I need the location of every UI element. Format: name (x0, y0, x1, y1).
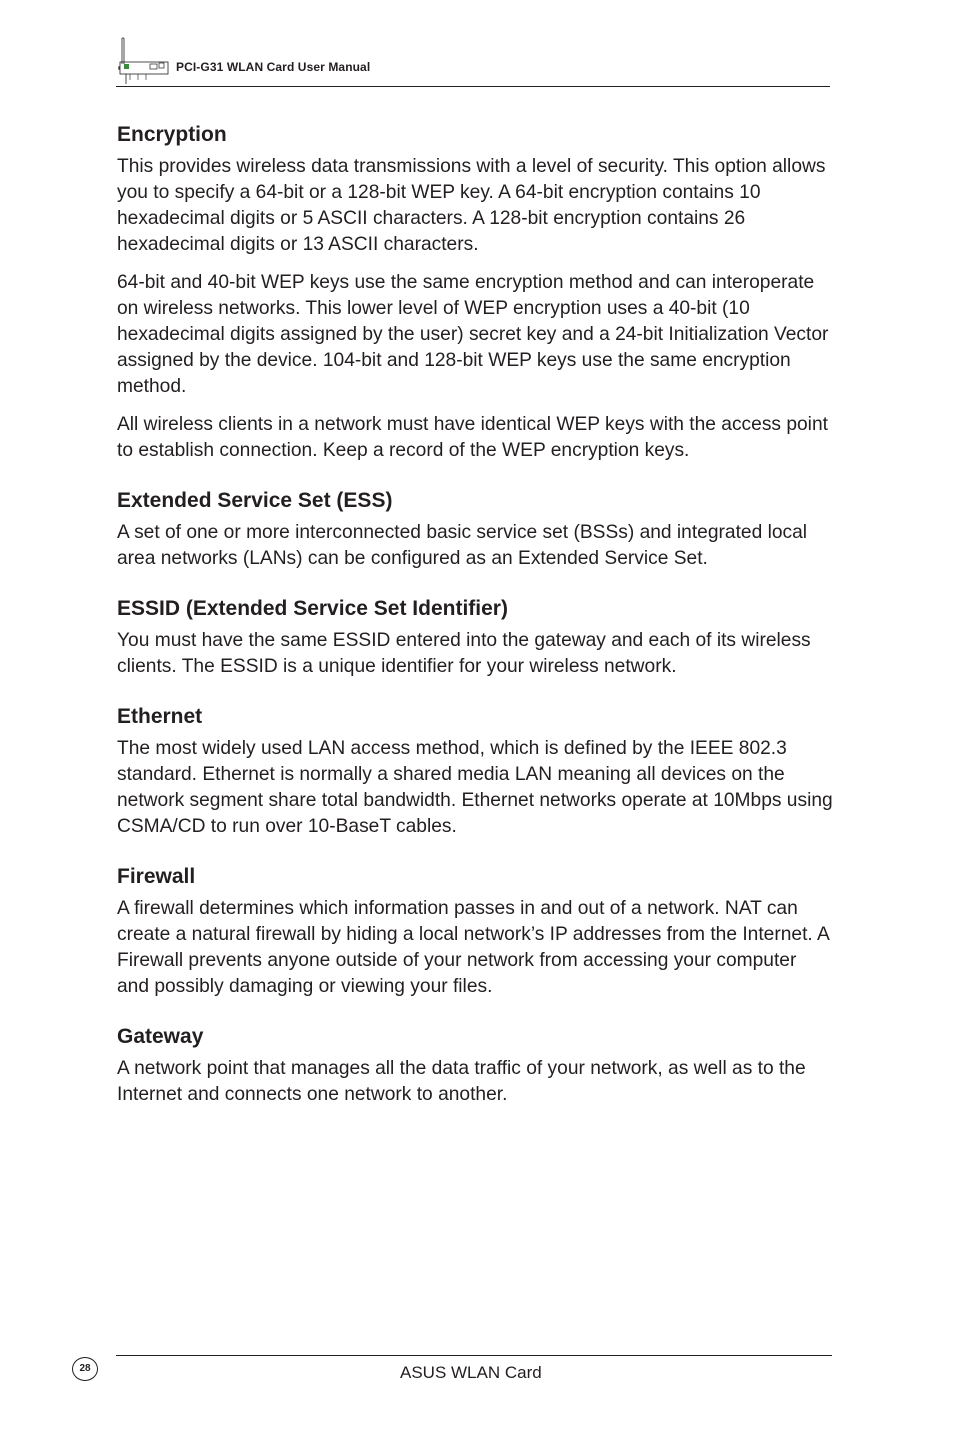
manual-title: PCI-G31 WLAN Card User Manual (176, 60, 371, 74)
section-paragraph: A network point that manages all the data traffic of your network, as well as to the Internet and connects one network to another. (117, 1058, 806, 1105)
section-heading: Ethernet (117, 705, 203, 728)
footer-label: ASUS WLAN Card (400, 1363, 542, 1382)
section-ess (117, 487, 833, 572)
section-gateway (117, 1023, 833, 1108)
section-paragraph: A set of one or more interconnected basic service set (BSSs) and integrated local area networks (LANs) can be configured as an Extended Service Set. (117, 522, 808, 569)
page-header (116, 36, 830, 88)
section-paragraph: The most widely used LAN access method, which is defined by the IEEE 802.3 standard. Ethernet is normally a shared media LAN meaning all devices on the network segment share total bandwidth. Ethernet networks operate at 10Mbps using CSMA/CD to run over 10-BaseT cables. (117, 738, 833, 837)
section-heading: ESSID (Extended Service Set Identifier) (117, 597, 508, 620)
section-firewall (117, 863, 833, 1000)
page-number: 28 (72, 1357, 98, 1381)
header-divider (116, 86, 830, 87)
glossary-content (117, 121, 833, 1108)
section-paragraph: A firewall determines which information passes in and out of a network. NAT can create a natural firewall by hiding a local network’s IP addresses from the Internet. A Firewall prevents anyone outside of your network from accessing your computer and possibly damaging or viewing your files. (117, 898, 829, 997)
section-paragraph: This provides wireless data transmissions with a level of security. This option allows you to specify a 64-bit or a 128-bit WEP key. A 64-bit encryption contains 10 hexadecimal digits or 5 ASCII characters. A 128-bit encryption contains 26 hexadecimal digits or 13 ASCII characters. (117, 156, 826, 255)
section-heading: Gateway (117, 1025, 204, 1048)
section-paragraph: You must have the same ESSID entered into the gateway and each of its wireless clients. The ESSID is a unique identifier for your wireless network. (117, 630, 811, 677)
section-heading: Extended Service Set (ESS) (117, 489, 393, 512)
section-heading: Encryption (117, 123, 227, 146)
section-heading: Firewall (117, 865, 196, 888)
section-paragraph: 64-bit and 40-bit WEP keys use the same encryption method and can interoperate on wireless networks. This lower level of WEP encryption uses a 40-bit (10 hexadecimal digits assigned by the user) secret key and a 24-bit Initialization Vector assigned by the device. 104-bit and 128-bit WEP keys use the same encryption method. (117, 272, 829, 397)
wlan-card-icon (116, 36, 170, 84)
section-essid (117, 595, 833, 680)
section-ethernet (117, 703, 833, 840)
section-paragraph: All wireless clients in a network must have identical WEP keys with the access point to establish connection. Keep a record of the WEP encryption keys. (117, 414, 828, 461)
footer-divider (116, 1355, 832, 1356)
section-encryption (117, 121, 833, 464)
